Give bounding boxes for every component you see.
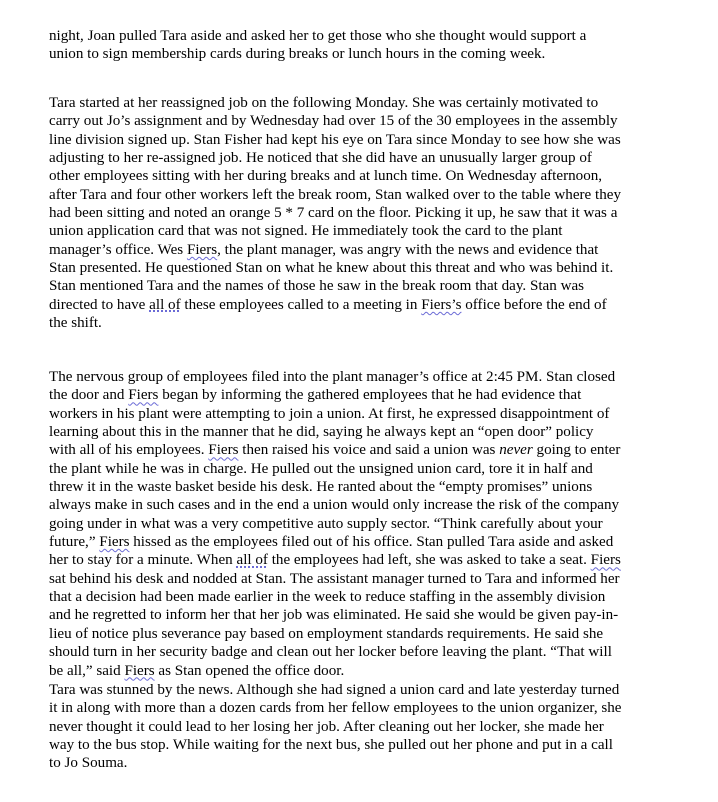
spellcheck-flag[interactable]: Fiers [124,662,155,679]
text-line: Stan presented. He questioned Stan on what he knew about this threat and who was behind it. [49,260,614,277]
text-line: sat behind his desk and nodded at Stan. The assistant manager turned to Tara and informed her [49,570,620,587]
text-segment: directed to have [49,296,150,313]
text-line: other employees sitting with her during breaks and at lunch time. On Wednesday afternoon, [49,168,603,185]
paragraph-2 [49,94,689,332]
paragraph-3 [49,368,689,680]
text-segment: began by informing the gathered employees that he had evidence that [158,387,582,404]
text-line [49,296,689,314]
text-segment: the door and [49,387,129,404]
text-line: Stan mentioned Tara and the names of those he saw in the break room that day. Stan was [49,278,585,295]
text-line: threw it in the waste basket beside his desk. He ranted about the “empty promises” unions [49,479,593,496]
text-segment: her to stay for a minute. When [49,552,237,569]
text-line: it in along with more than a dozen cards from her fellow employees to the union organizer, she [49,700,622,717]
text-line: union application card that was not signed. He immediately took the card to the plant [49,223,563,240]
text-line: carry out Jo’s assignment and by Wednesday had over 15 of the 30 employees in the assembly [49,113,618,130]
paragraph-1 [49,27,689,64]
text-segment: then raised his voice and said a union was [238,442,500,459]
text-line: Tara was stunned by the news. Although she had signed a union card and late yesterday turned [49,682,620,698]
text-line: the shift. [49,315,102,332]
spellcheck-flag[interactable]: Fiers’s [421,296,462,313]
text-segment: these employees called to a meeting in [180,296,422,313]
text-line: that a decision had been made earlier in the week to reduce staffing in the assembly division [49,589,606,606]
spellcheck-flag[interactable]: Fiers [590,552,621,569]
text-segment: office before the end of [461,296,607,313]
text-line [49,533,689,551]
text-line: adjusting to her re-assigned job. He noticed that she did have an unusually larger group of [49,150,592,167]
text-line: should turn in her security badge and clean out her locker before leaving the plant. “That will [49,644,612,661]
spellcheck-flag[interactable]: Fiers [99,534,130,551]
text-line: the plant while he was in charge. He pulled out the unsigned union card, tore it in half and [49,460,593,477]
text-line [49,241,689,259]
text-line: lieu of notice plus severance pay based on employment standards requirements. He said she [49,625,604,642]
emphasis-text: never [499,442,533,459]
text-segment: future,” [49,534,100,551]
text-segment: the employees had left, she was asked to take a seat. [267,552,591,569]
text-line: workers in his plant were attempting to join a union. At first, he expressed disappointment of [49,405,610,422]
text-line: Tara started at her reassigned job on the following Monday. She was certainly motivated to [49,95,599,111]
text-segment: hissed as the employees filed out of his office. Stan pulled Tara aside and asked [129,534,614,551]
text-line: always make in such cases and in the end a union would only increase the risk of the company [49,497,620,514]
grammar-flag[interactable]: all of [149,296,181,313]
spellcheck-flag[interactable]: Fiers [208,442,239,459]
text-segment: going to enter [532,442,621,459]
text-line: night, Joan pulled Tara aside and asked her to get those who she thought would support a [49,28,587,44]
text-line: going under in what was a very competitive auto supply sector. “Think carefully about your [49,515,603,532]
text-segment: be all,” said [49,662,125,679]
text-line: never thought it could lead to her losing her job. After cleaning out her locker, she made her [49,718,604,735]
paragraph-4 [49,681,689,773]
text-line: way to the bus stop. While waiting for the next bus, she pulled out her phone and put in a call [49,737,613,754]
text-segment: with all of his employees. [49,442,209,459]
text-segment: as Stan opened the office door. [154,662,345,679]
text-segment: , the plant manager, was angry with the news and evidence that [217,241,599,258]
text-line: The nervous group of employees filed into the plant manager’s office at 2:45 PM. Stan closed [49,369,616,385]
text-line: and he regretted to inform her that her job was eliminated. He said she would be given pay-in- [49,607,619,624]
text-line: line division signed up. Stan Fisher had kept his eye on Tara since Monday to see how she was [49,131,621,148]
text-line [49,662,689,680]
text-line: after Tara and four other workers left the break room, Stan walked over to the table where they [49,186,621,203]
text-line [49,551,689,569]
text-line [49,441,689,459]
spellcheck-flag[interactable]: Fiers [128,387,159,404]
text-line: union to sign membership cards during breaks or lunch hours in the coming week. [49,46,546,63]
text-line: had been sitting and noted an orange 5 * 7 card on the floor. Picking it up, he saw that it was a [49,205,618,222]
text-segment: manager’s office. Wes [49,241,187,258]
text-line: learning about this in the manner that he did, saying he always kept an “open door” policy [49,424,594,441]
text-line: to Jo Souma. [49,755,128,772]
text-line [49,386,689,404]
spellcheck-flag[interactable]: Fiers [186,241,218,258]
grammar-flag[interactable]: all of [236,552,268,569]
